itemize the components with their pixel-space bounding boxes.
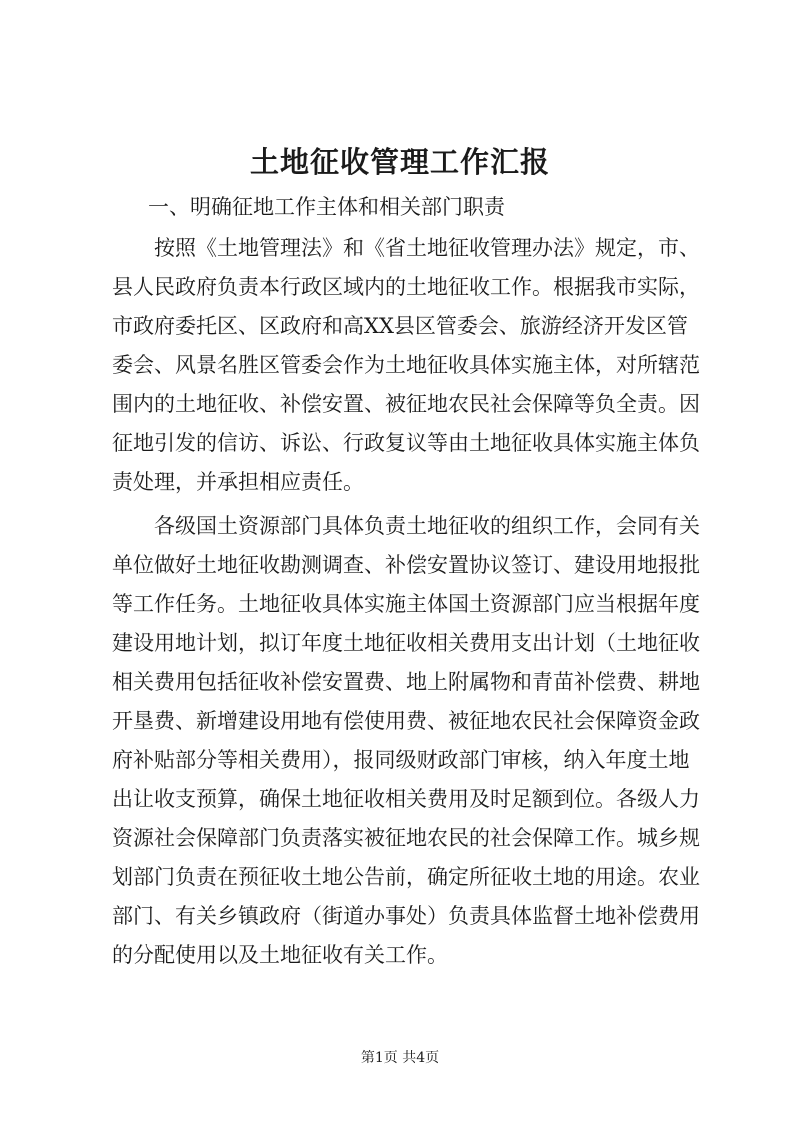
document-title: 土地征收管理工作汇报 bbox=[249, 145, 550, 179]
paragraph-line: 的分配使用以及土地征收有关工作。 bbox=[112, 943, 448, 967]
paragraph-line: 围内的土地征收、补偿安置、被征地农民社会保障等负全责。因 bbox=[112, 392, 700, 416]
paragraph-line: 府补贴部分等相关费用），报同级财政部门审核，纳入年度土地 bbox=[112, 748, 690, 772]
paragraph-line: 征地引发的信访、诉讼、行政复议等由土地征收具体实施主体负 bbox=[112, 431, 700, 455]
paragraph-line: 开垦费、新增建设用地有偿使用费、被征地农民社会保障资金政 bbox=[112, 709, 700, 733]
paragraph-line: 市政府委托区、区政府和高XX县区管委会、旅游经济开发区管 bbox=[112, 314, 688, 338]
paragraph-line: 责处理，并承担相应责任。 bbox=[112, 470, 364, 494]
paragraph-line: 等工作任务。土地征收具体实施主体国土资源部门应当根据年度 bbox=[112, 592, 700, 616]
page-number-footer: 第1页 共4页 bbox=[360, 1050, 440, 1066]
paragraph-line: 划部门负责在预征收土地公告前，确定所征收土地的用途。农业 bbox=[112, 865, 700, 889]
paragraph-line: 相关费用包括征收补偿安置费、地上附属物和青苗补偿费、耕地 bbox=[112, 670, 700, 694]
paragraph-line: 部门、有关乡镇政府（街道办事处）负责具体监督土地补偿费用 bbox=[112, 904, 700, 928]
paragraph-line: 县人民政府负责本行政区域内的土地征收工作。根据我市实际， bbox=[112, 275, 700, 299]
paragraph-line: 按照《土地管理法》和《省土地征收管理办法》规定，市、 bbox=[112, 236, 700, 260]
paragraph-line: 委会、风景名胜区管委会作为土地征收具体实施主体，对所辖范 bbox=[112, 353, 700, 377]
paragraph-line: 出让收支预算，确保土地征收相关费用及时足额到位。各级人力 bbox=[112, 787, 700, 811]
paragraph-line: 建设用地计划，拟订年度土地征收相关费用支出计划（土地征收 bbox=[112, 631, 700, 655]
section-heading: 一、明确征地工作主体和相关部门职责 bbox=[148, 195, 505, 219]
paragraph-line: 单位做好土地征收勘测调查、补偿安置协议签订、建设用地报批 bbox=[112, 553, 700, 577]
paragraph-line: 各级国土资源部门具体负责土地征收的组织工作，会同有关 bbox=[112, 514, 700, 538]
paragraph-line: 资源社会保障部门负责落实被征地农民的社会保障工作。城乡规 bbox=[112, 826, 700, 850]
